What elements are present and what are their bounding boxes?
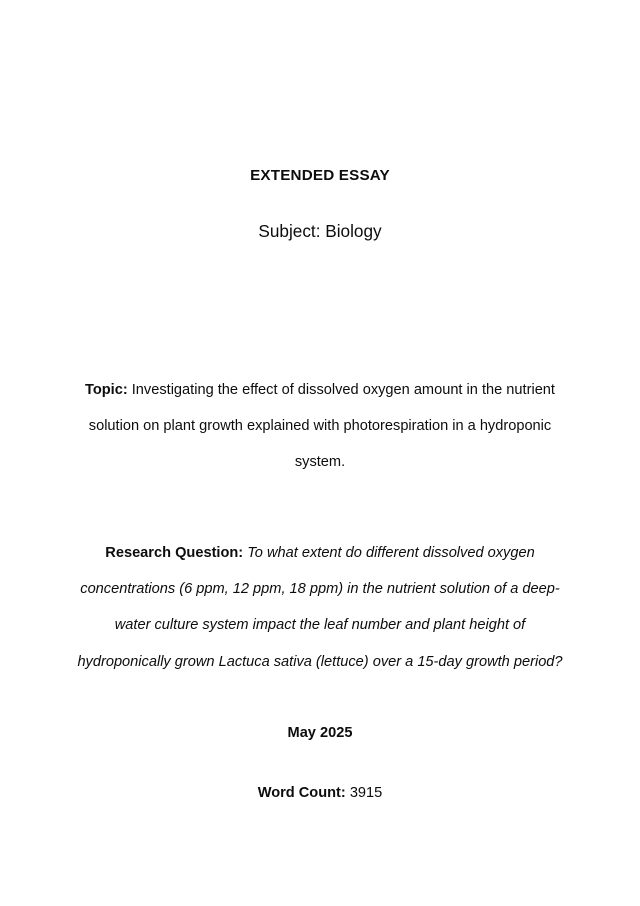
submission-date: May 2025	[287, 725, 353, 741]
word-count-line	[80, 782, 560, 804]
page-title: EXTENDED ESSAY	[250, 167, 390, 184]
research-question-paragraph	[73, 535, 567, 681]
word-count-value: 3915	[345, 784, 383, 801]
topic-label: Topic:	[85, 381, 128, 398]
topic-paragraph	[75, 372, 565, 480]
subject-line: Subject: Biology	[258, 221, 382, 241]
research-question-label: Research Question:	[105, 544, 244, 561]
topic-text: Investigating the effect of dissolved oxygen amount in the nutrient solution on plant growth explained with photorespiration in a hydroponic system.	[88, 381, 555, 470]
research-question-text: To what extent do different dissolved oxygen concentrations (6 ppm, 12 ppm, 18 ppm) in the nutrient solution of a deep-water culture system impact the leaf number and plant height of hydroponically grown Lactuca sativa (lettuce) over a 15-day growth period?	[77, 544, 563, 670]
word-count-label: Word Count:	[257, 784, 346, 801]
